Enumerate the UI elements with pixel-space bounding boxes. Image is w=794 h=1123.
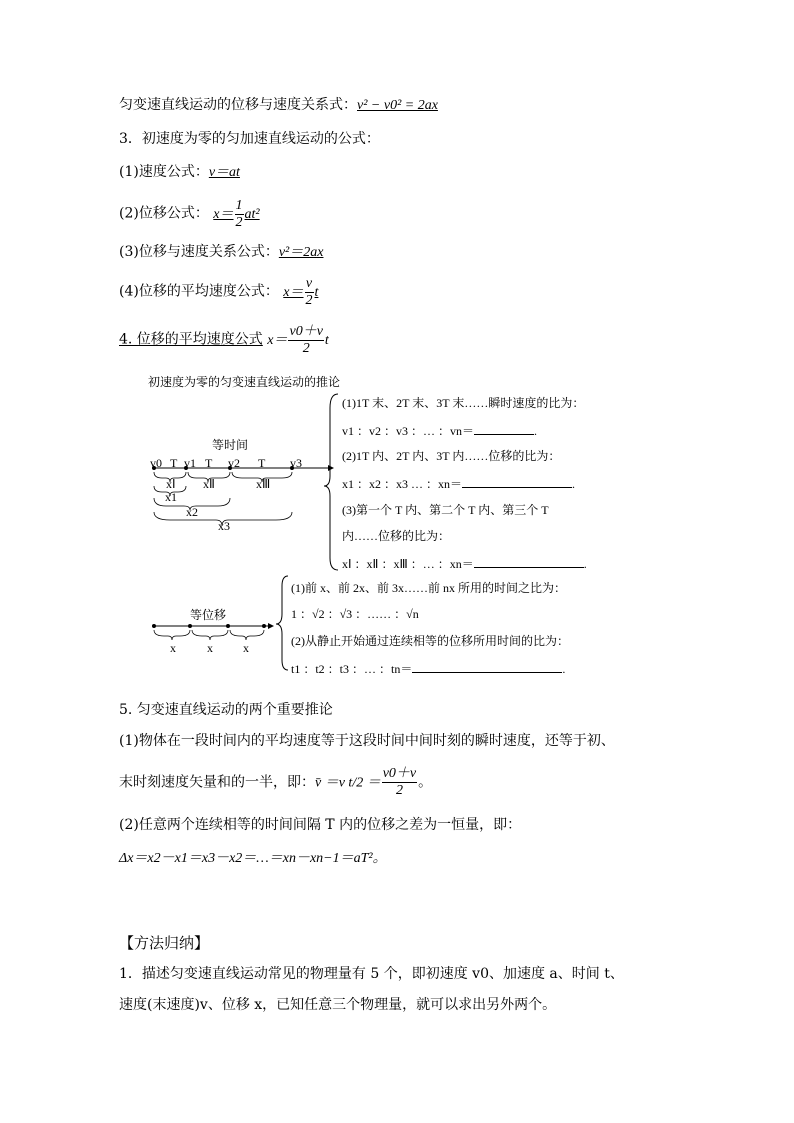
formula-lhs: x＝ [213, 206, 234, 222]
axis1-label-v2: v2 [228, 456, 240, 470]
time-item-5: (3)第一个 T 内、第二个 T 内、第三个 T [342, 503, 549, 517]
disp-x1: x [170, 641, 176, 655]
velocity-disp-formula: v²＝2ax [278, 245, 324, 260]
section-5-p2: (2)任意两个连续相等的时间间隔 T 内的位移之差为一恒量，即： [119, 817, 522, 833]
formula-rest: t [314, 284, 319, 300]
cum-x1: x1 [165, 490, 177, 504]
avg-velocity-formula-line [119, 276, 318, 309]
frac-den: 2 [305, 293, 313, 308]
displacement-formula [213, 198, 260, 230]
displacement-formula-label: (2)位移公式： [119, 205, 209, 222]
axis1-label-v3: v3 [290, 456, 302, 470]
frac-num: v0＋v [289, 324, 323, 339]
axis1-label-v1: v1 [184, 456, 196, 470]
section-4-formula [267, 324, 329, 356]
section-3-heading: 3．初速度为零的匀加速直线运动的公式： [119, 131, 380, 147]
disp-item-3: (2)从静止开始通过连续相等的位移所用时间的比为： [291, 634, 569, 648]
frac-num: v0＋v [382, 766, 417, 781]
p1-end: 。 [418, 774, 433, 791]
section-5-p1a: (1)物体在一段时间内的平均速度等于这段时间中间时刻的瞬时速度，还等于初、 [119, 733, 615, 749]
disp-x3: x [243, 641, 249, 655]
time-item-2: v1 ：v2 ：v3 ：… ：vn＝ . [342, 424, 538, 438]
axis1-label-v0: v0 [150, 456, 162, 470]
section-5-heading: 5. 匀变速直线运动的两个重要推论 [119, 702, 333, 718]
cum-x2: x2 [186, 505, 198, 519]
time-item-7-text: xⅠ ：xⅡ ：xⅢ ：… ：xn＝ [342, 557, 474, 571]
disp-item-2: 1 ：√2 ：√3 ：…… ：√n [291, 607, 419, 621]
time-item-3: (2)1T 内、2T 内、3T 内……位移的比为： [342, 449, 561, 463]
sub-x1: xⅠ [166, 477, 176, 491]
displacement-formula-line [119, 198, 260, 231]
disp-group-brace [276, 576, 288, 670]
fraction [287, 324, 324, 357]
time-item-1: (1)1T 末、2T 末、3T 末……瞬时速度的比为： [342, 396, 585, 410]
frac-den: 2 [235, 215, 243, 230]
velocity-disp-label: (3)位移与速度关系公式： [119, 244, 279, 260]
formula-rest: t [324, 332, 329, 348]
formula-rest: at² [244, 206, 260, 222]
time-item-4: x1 ：x2 ：x3 … ：xn＝ . [342, 477, 576, 491]
frac-num: v [305, 276, 313, 291]
avg-velocity-formula [283, 276, 319, 308]
axis1-label-t3: T [258, 456, 266, 470]
section-4-formula-line [119, 324, 329, 357]
method-p2: 速度(末速度)v、位移 x，已知任意三个物理量，就可以求出另外两个。 [119, 997, 557, 1013]
equal-time-label: 等时间 [212, 438, 249, 452]
sub-x3: xⅢ [256, 477, 271, 491]
velocity-displacement-relation [119, 95, 438, 116]
p1b-text: 末时刻速度矢量和的一半，即： [119, 774, 315, 791]
equal-disp-label: 等位移 [190, 608, 227, 622]
velocity-disp-formula-line [119, 242, 323, 263]
velocity-formula-label: (1)速度公式： [119, 164, 209, 180]
diagram-title: 初速度为零的匀变速直线运动的推论 [148, 375, 341, 389]
cum-x3: x3 [218, 519, 230, 533]
disp-item-4: t1 ：t2 ：t3 ：… ：tn＝ . [291, 662, 566, 676]
method-heading: 【方法归纳】 [119, 934, 210, 952]
time-item-2-text: v1 ：v2 ：v3 ：… ：vn＝ [342, 424, 475, 438]
velocity-formula-line [119, 162, 240, 183]
time-item-7: xⅠ ：xⅡ ：xⅢ ：… ：xn＝ . [342, 557, 587, 571]
frac-den: 2 [302, 341, 310, 356]
section-5-p2-formula: Δx＝x2－x1＝x3－x2＝…＝xn－xn−1＝aT²。 [119, 851, 387, 866]
fraction [304, 276, 315, 309]
formula-lhs: x＝ [267, 332, 288, 348]
velocity-formula: v＝at [208, 165, 240, 180]
frac-den: 2 [395, 783, 403, 798]
fraction [234, 198, 245, 231]
avg-velocity-label: (4)位移的平均速度公式： [119, 283, 279, 300]
disp-item-1: (1)前 x、前 2x、前 3x……前 nx 所用的时间之比为： [291, 581, 566, 595]
fraction [381, 766, 418, 799]
frac-num: 1 [235, 198, 243, 213]
disp-x2: x [207, 641, 213, 655]
time-item-6: 内……位移的比为： [342, 529, 451, 543]
time-item-4-text: x1 ：x2 ：x3 … ：xn＝ [342, 477, 463, 491]
sub-x2: xⅡ [203, 477, 215, 491]
axis1-label-t1: T [170, 456, 178, 470]
section-5-p1b [119, 766, 432, 799]
time-group-brace [324, 394, 338, 570]
relation-formula: v² − v0² = 2ax [357, 98, 438, 113]
method-p1: 1．描述匀变速直线运动常见的物理量有 5 个，即初速度 v0、加速度 a、时间 t、 [119, 966, 624, 982]
relation-label: 匀变速直线运动的位移与速度关系式： [119, 97, 357, 113]
section-4-label: 4. 位移的平均速度公式 [119, 331, 263, 348]
avg-vel-lhs: v̄ ＝v t/2 ＝ [315, 775, 381, 791]
formula-lhs: x＝ [283, 284, 304, 300]
disp-item-4-text: t1 ：t2 ：t3 ：… ：tn＝ [291, 662, 413, 676]
axis1-label-t2: T [205, 456, 213, 470]
